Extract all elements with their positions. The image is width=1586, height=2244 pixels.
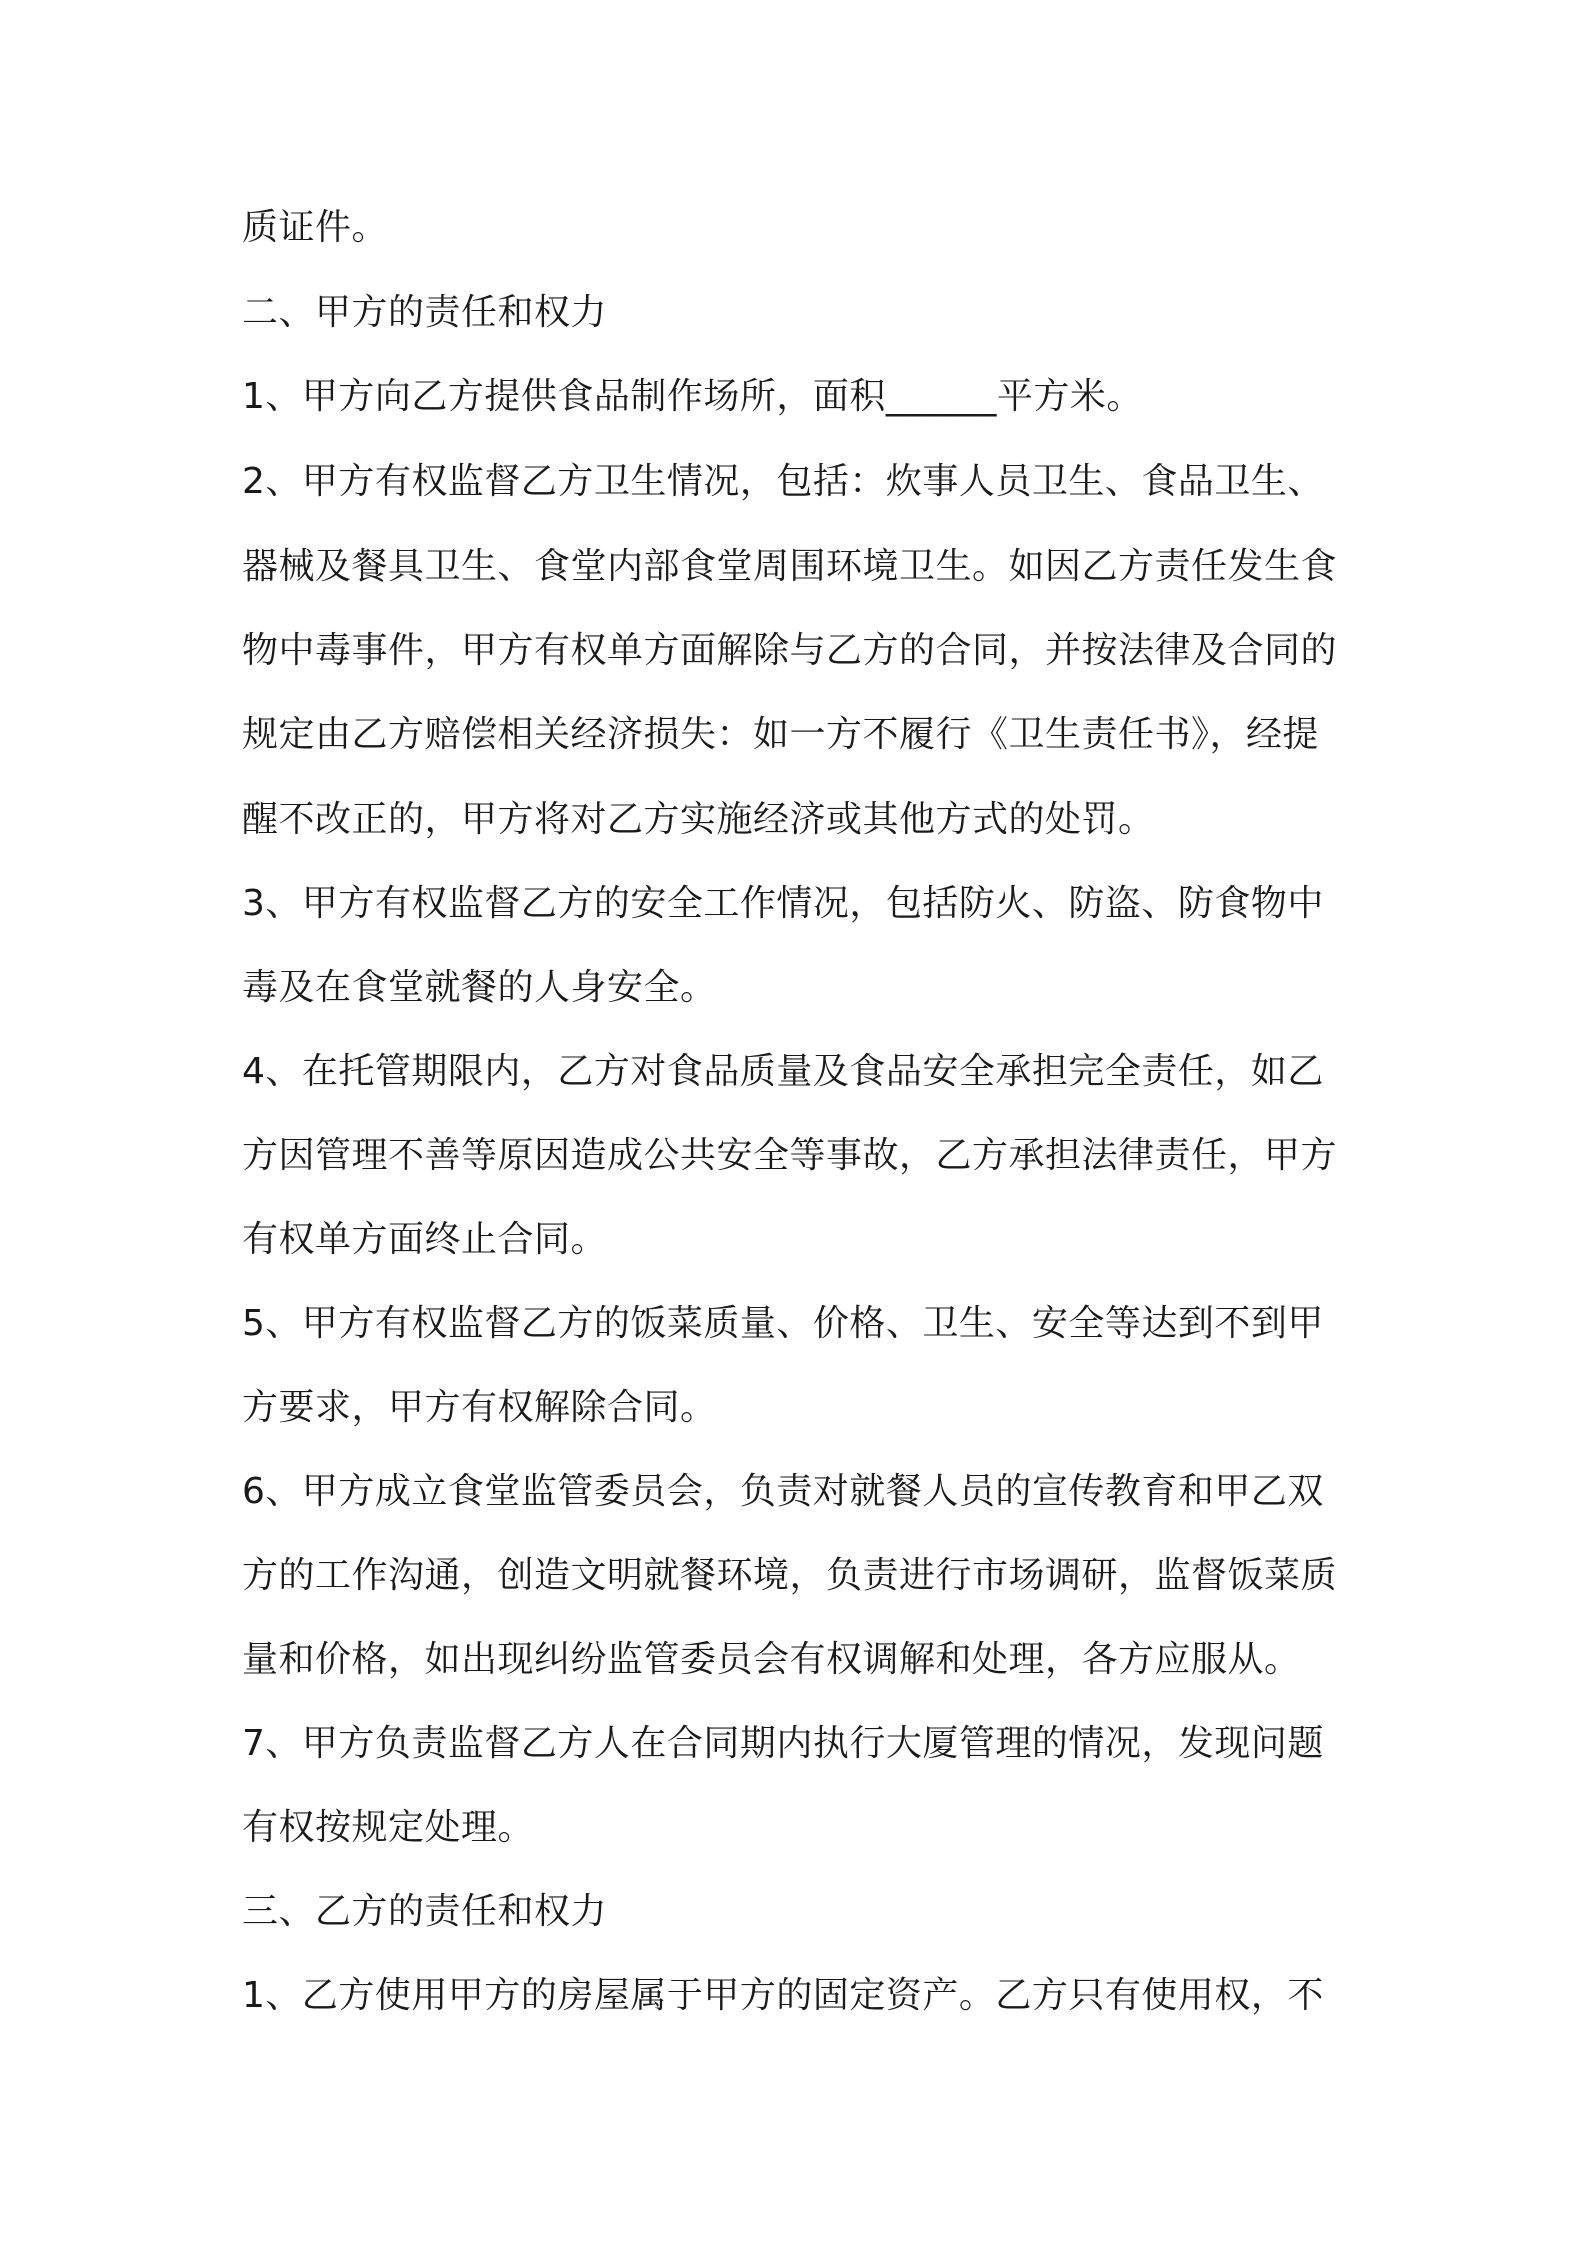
text-line: 5、甲方有权监督乙方的饭菜质量、价格、卫生、安全等达到不到甲 bbox=[242, 1303, 1324, 1344]
text-line: 4、在托管期限内，乙方对食品质量及食品安全承担完全责任，如乙 bbox=[242, 1051, 1324, 1092]
text-line: 3、甲方有权监督乙方的安全工作情况，包括防火、防盗、防食物中 bbox=[242, 883, 1324, 924]
text-line: 物中毒事件，甲方有权单方面解除与乙方的合同，并按法律及合同的 bbox=[242, 630, 1338, 671]
text-line: 有权按规定处理。 bbox=[242, 1807, 535, 1848]
text-line: 1、乙方使用甲方的房屋属于甲方的固定资产。乙方只有使用权，不 bbox=[242, 1975, 1324, 2016]
text-line: 方因管理不善等原因造成公共安全等事故，乙方承担法律责任，甲方 bbox=[242, 1135, 1338, 1176]
text-line: 2、甲方有权监督乙方卫生情况，包括：炊事人员卫生、食品卫生、 bbox=[242, 461, 1324, 502]
text-line: 7、甲方负责监督乙方人在合同期内执行大厦管理的情况，发现问题 bbox=[242, 1723, 1324, 1764]
text-line: 醒不改正的，甲方将对乙方实施经济或其他方式的处罚。 bbox=[242, 799, 1155, 840]
text-line: 毒及在食堂就餐的人身安全。 bbox=[242, 967, 717, 1008]
section-heading: 二、甲方的责任和权力 bbox=[242, 292, 608, 333]
section-heading: 三、乙方的责任和权力 bbox=[242, 1891, 608, 1932]
text-line: 器械及餐具卫生、食堂内部食堂周围环境卫生。如因乙方责任发生食 bbox=[242, 546, 1338, 587]
text-line: 量和价格，如出现纠纷监管委员会有权调解和处理，各方应服从。 bbox=[242, 1639, 1301, 1680]
text-line: 规定由乙方赔偿相关经济损失：如一方不履行《卫生责任书》，经提 bbox=[242, 714, 1320, 755]
text-line: 6、甲方成立食堂监管委员会，负责对就餐人员的宣传教育和甲乙双 bbox=[242, 1471, 1324, 1512]
text-line: 质证件。 bbox=[242, 207, 389, 248]
text-line: 方的工作沟通，创造文明就餐环境，负责进行市场调研，监督饭菜质 bbox=[242, 1555, 1338, 1596]
text-line: 1、甲方向乙方提供食品制作场所，面积______平方米。 bbox=[242, 376, 1143, 417]
text-line: 有权单方面终止合同。 bbox=[242, 1219, 608, 1260]
text-line: 方要求，甲方有权解除合同。 bbox=[242, 1387, 717, 1428]
